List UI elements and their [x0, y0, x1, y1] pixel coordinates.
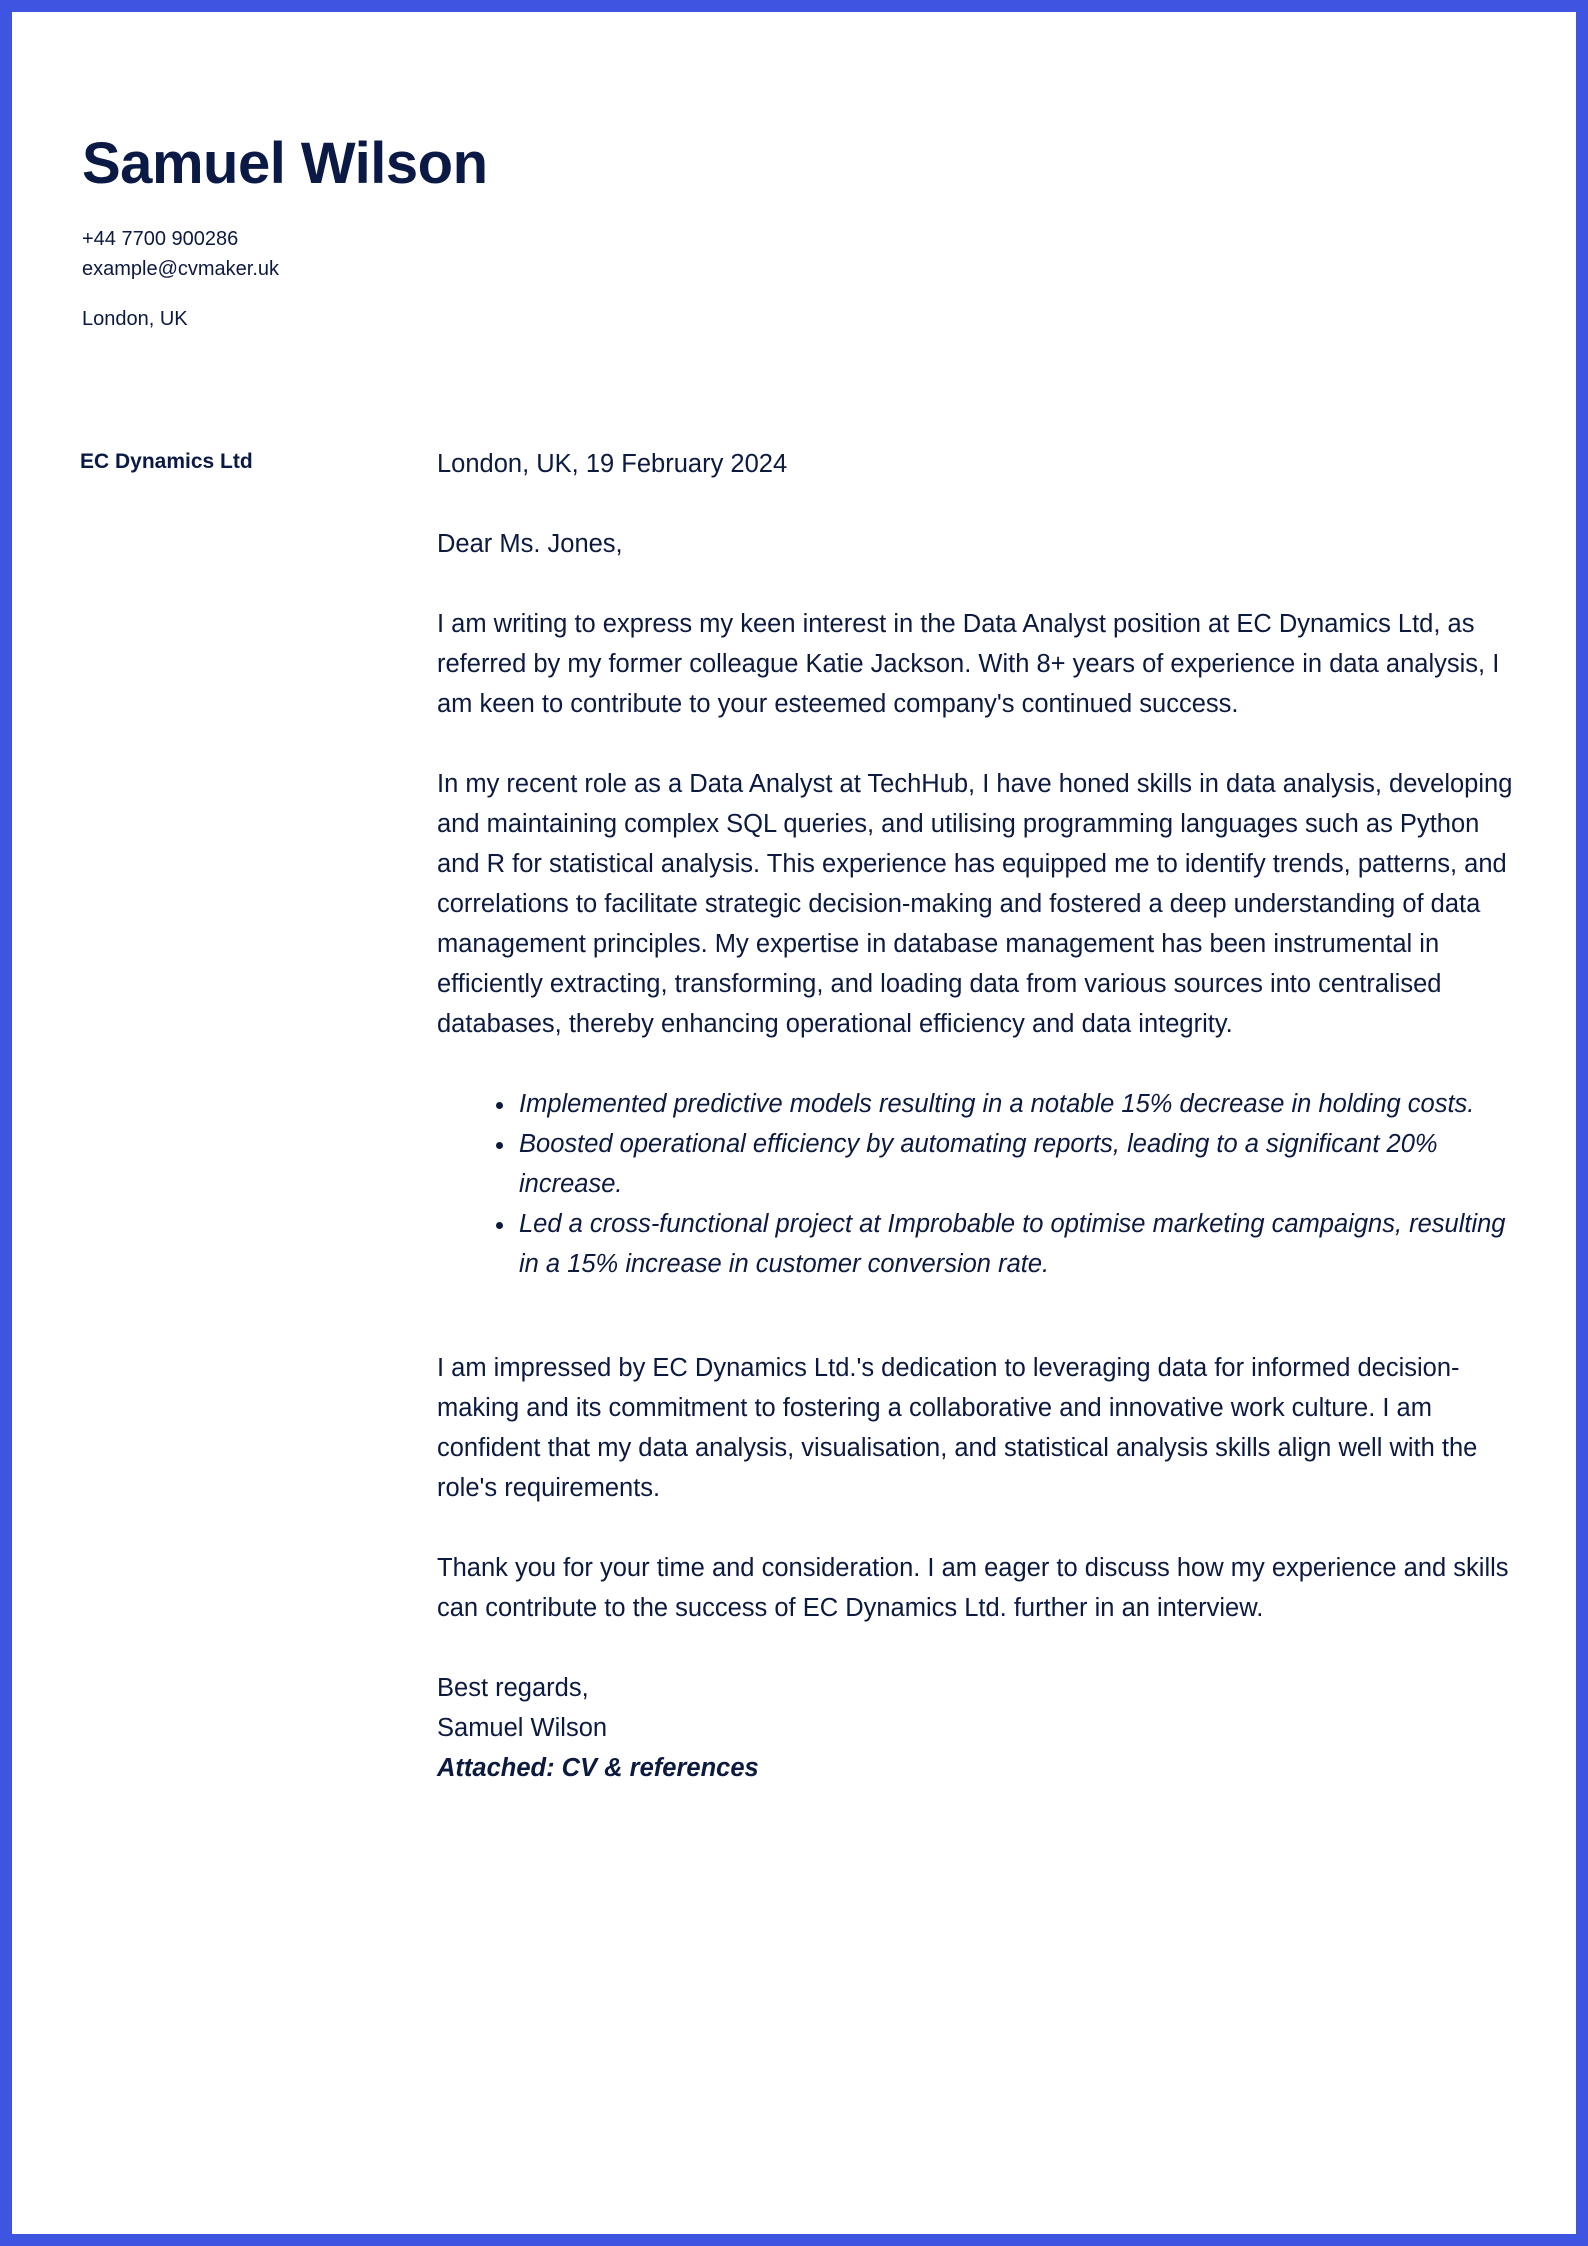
applicant-name: Samuel Wilson [82, 131, 488, 196]
paragraph-intro: I am writing to express my keen interest in the Data Analyst position at EC Dynamics Ltd, as referred by my former colleague Katie Jackson. With 8+ years of experience in data analysis, I am keen to contribute to your esteemed company's continued success. [437, 610, 1500, 718]
recipient-company: EC Dynamics Ltd [80, 450, 253, 473]
letter-body [437, 444, 1527, 1788]
salutation: Dear Ms. Jones, [437, 530, 623, 558]
email-address: example@cvmaker.uk [82, 258, 280, 280]
list-item: • Boosted operational efficiency by automating reports, leading to a significant 20% increase. [517, 1124, 1527, 1204]
paragraph-experience: In my recent role as a Data Analyst at TechHub, I have honed skills in data analysis, developing and maintaining complex SQL queries, and utilising programming languages such as Python and R for statistical analysis. This experience has equipped me to identify trends, patterns, and correlations to facilitate strategic decision-making and fostered a deep understanding of data management principles. My expertise in database management has been instrumental in efficiently extracting, transforming, and loading data from various sources into centralised databases, thereby enhancing operational efficiency and data integrity. [437, 770, 1513, 1038]
paragraph-thanks: Thank you for your time and consideration. I am eager to discuss how my experience and skills can contribute to the success of EC Dynamics Ltd. further in an interview. [437, 1554, 1509, 1622]
applicant-location: London, UK [82, 308, 188, 330]
achievements-list [437, 1084, 1527, 1284]
list-item: • Implemented predictive models resulting in a notable 15% decrease in holding costs. [517, 1084, 1527, 1124]
paragraph-company-fit: I am impressed by EC Dynamics Ltd.'s dedication to leveraging data for informed decision-making and its commitment to fostering a collaborative and innovative work culture. I am confident that my data analysis, visualisation, and statistical analysis skills align well with the role's requirements. [437, 1354, 1478, 1502]
signature-name: Samuel Wilson [437, 1714, 608, 1742]
phone-number: +44 7700 900286 [82, 228, 239, 250]
date-line: London, UK, 19 February 2024 [437, 450, 788, 478]
attachment-note: Attached: CV & references [437, 1754, 759, 1782]
list-item: • Led a cross-functional project at Improbable to optimise marketing campaigns, resulting in a 15% increase in customer conversion rate. [517, 1204, 1527, 1284]
cover-letter-page [12, 12, 1576, 2234]
closing: Best regards, [437, 1674, 589, 1702]
